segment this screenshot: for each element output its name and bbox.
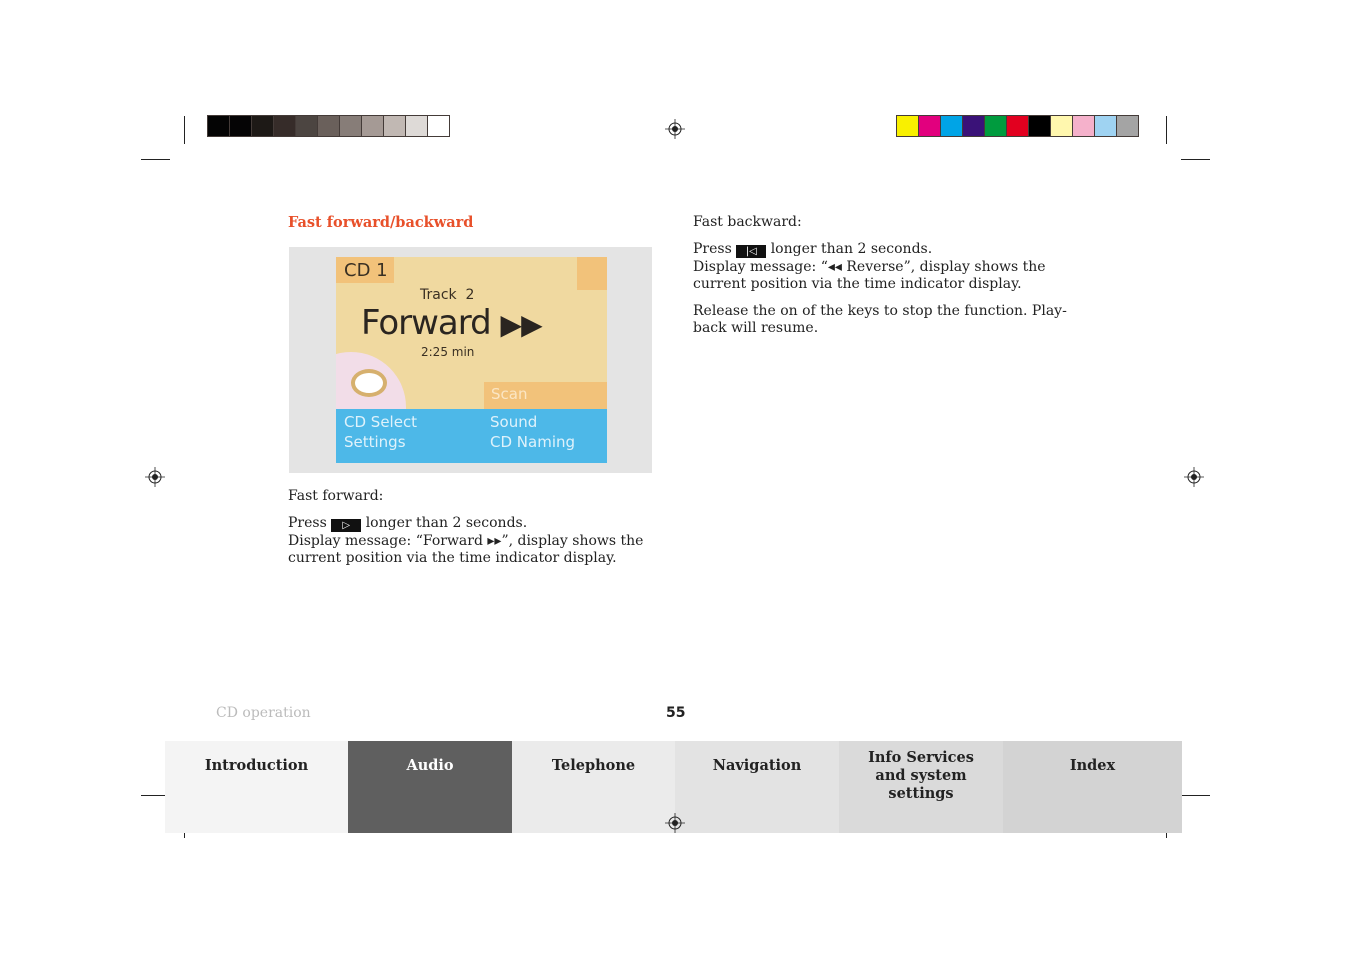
- crop-mark: [1181, 159, 1210, 160]
- registration-mark-icon: [665, 119, 685, 139]
- scan-label: Scan: [491, 385, 528, 403]
- crop-mark: [1181, 795, 1210, 796]
- page-number: 55: [666, 705, 686, 721]
- menu-cd-naming: CD Naming: [490, 433, 576, 451]
- color-swatch: [963, 116, 984, 136]
- color-swatch: [1073, 116, 1094, 136]
- menu-settings: Settings: [344, 433, 406, 451]
- color-swatch: [428, 116, 449, 136]
- crop-mark: [141, 159, 170, 160]
- color-swatch: [1051, 116, 1072, 136]
- track-label: Track 2: [420, 287, 475, 303]
- registration-mark-icon: [665, 813, 685, 833]
- color-swatch: [1029, 116, 1050, 136]
- color-swatch: [406, 116, 427, 136]
- cd-display-image: [289, 247, 652, 473]
- mode-label: Forward ▶▶: [361, 303, 542, 343]
- color-swatch: [1007, 116, 1028, 136]
- tab-telephone[interactable]: Telephone: [512, 741, 675, 833]
- color-swatch: [252, 116, 273, 136]
- footer-section: CD operation: [216, 705, 311, 721]
- color-swatch: [1117, 116, 1138, 136]
- color-swatch: [384, 116, 405, 136]
- tab-index[interactable]: Index: [1003, 741, 1182, 833]
- backward-heading: Fast backward:: [693, 214, 802, 230]
- tab-audio[interactable]: Audio: [348, 741, 512, 833]
- forward-heading: Fast forward:: [288, 488, 384, 504]
- crop-mark: [184, 116, 185, 144]
- color-swatch: [362, 116, 383, 136]
- color-swatch: [1095, 116, 1116, 136]
- color-swatch: [318, 116, 339, 136]
- forward-text: Press ▷ longer than 2 seconds. Display message: “Forward ▸▸”, display shows the current position via the time indicator display.: [288, 515, 644, 566]
- color-swatch: [208, 116, 229, 136]
- section-title: Fast forward/backward: [288, 214, 474, 231]
- color-swatch: [985, 116, 1006, 136]
- crop-mark: [1166, 116, 1167, 144]
- backward-text: Press |◁ longer than 2 seconds. Display message: “◂◂ Reverse”, display shows the current position via the time indicator display. Release the on of the keys to stop the function. Play- back will resume.: [693, 241, 1067, 336]
- color-swatch: [897, 116, 918, 136]
- color-swatch: [274, 116, 295, 136]
- forward-key-icon: ▷: [331, 519, 361, 532]
- backward-key-icon: |◁: [736, 245, 766, 258]
- menu-cd-select: CD Select: [344, 413, 418, 431]
- color-calibration-bar: [896, 115, 1139, 137]
- tab-introduction[interactable]: Introduction: [165, 741, 348, 833]
- color-swatch: [230, 116, 251, 136]
- color-swatch: [296, 116, 317, 136]
- time-label: 2:25 min: [421, 345, 475, 359]
- tab-info-services[interactable]: Info Services and system settings: [839, 741, 1003, 833]
- menu-sound: Sound: [490, 413, 538, 431]
- registration-mark-icon: [1184, 467, 1204, 487]
- tab-navigation[interactable]: Navigation: [675, 741, 839, 833]
- color-swatch: [340, 116, 361, 136]
- registration-mark-icon: [145, 467, 165, 487]
- color-swatch: [941, 116, 962, 136]
- cd-label: CD 1: [344, 260, 388, 281]
- color-swatch: [919, 116, 940, 136]
- grayscale-calibration-bar: [207, 115, 450, 137]
